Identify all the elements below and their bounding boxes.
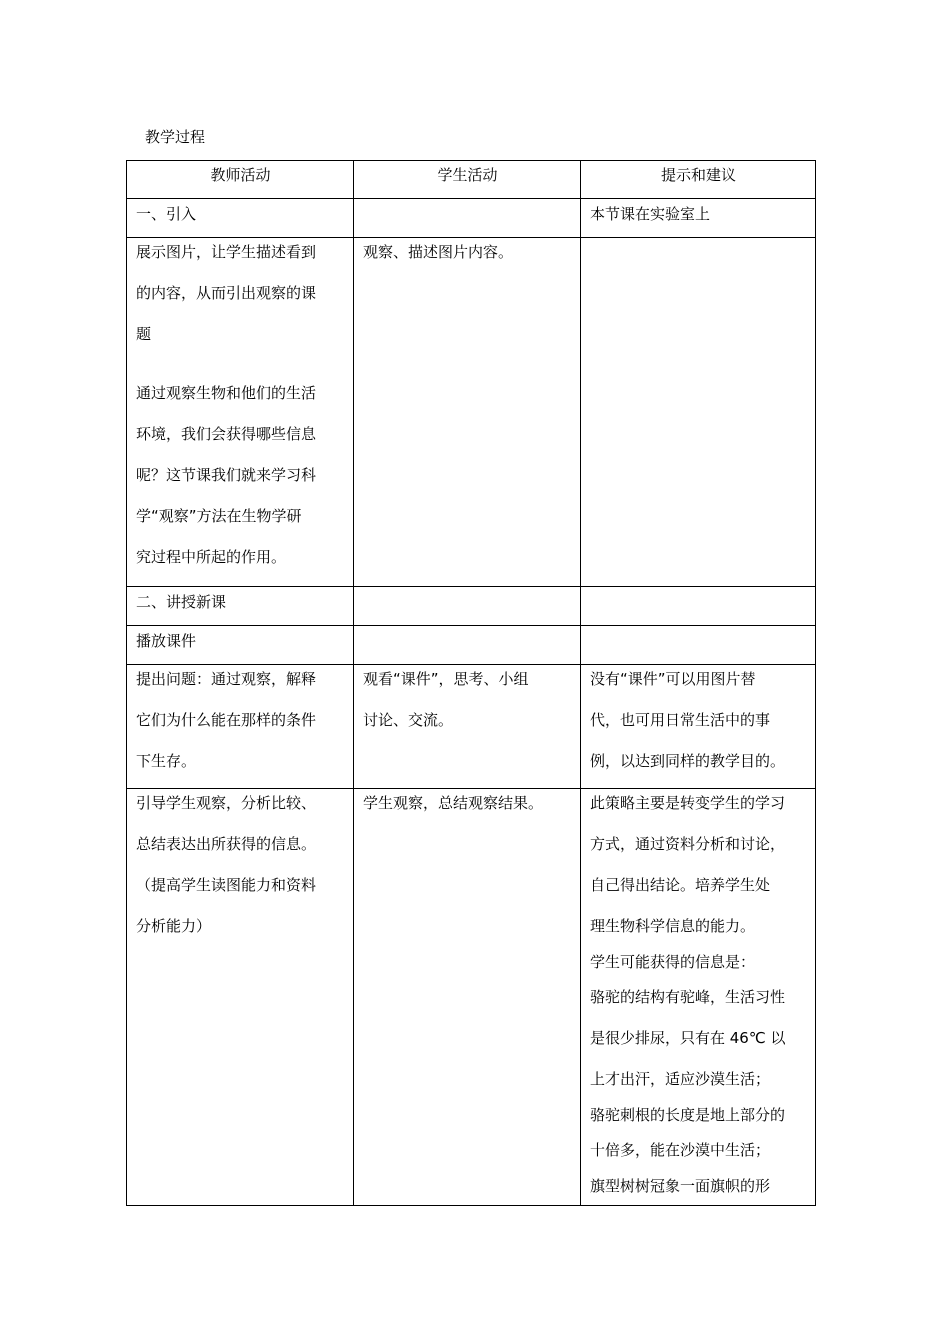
cell-line: 学“观察”方法在生物学研 <box>136 507 302 525</box>
cell-line: 是很少排尿，只有在 46℃ 以 <box>590 1029 786 1047</box>
cell-line: 自己得出结论。培养学生处 <box>590 876 771 894</box>
cell-line: 分析能力） <box>136 917 212 935</box>
cell-line: 的内容，从而引出观察的课 <box>136 284 317 302</box>
cell-line: 下生存。 <box>136 752 197 770</box>
cell-line: 理生物科学信息的能力。 <box>590 917 756 935</box>
cell-line: 通过观察生物和他们的生活 <box>136 384 317 402</box>
cell-line: 例，以达到同样的教学目的。 <box>590 752 786 770</box>
cell-line: 方式，通过资料分析和讨论， <box>590 835 786 853</box>
teacher-cell <box>127 587 354 626</box>
cell-gap <box>136 355 345 373</box>
teacher-cell <box>127 789 354 1206</box>
cell-line: 学生可能获得的信息是： <box>590 953 756 971</box>
cell-line: 观看“课件”，思考、小组 <box>363 670 529 688</box>
cell-line: 展示图片，让学生描述看到 <box>136 243 317 261</box>
lesson-process-table <box>126 160 816 1206</box>
table-row <box>127 238 816 587</box>
section-heading: 教学过程 <box>145 128 206 146</box>
cell-line: 此策略主要是转变学生的学习 <box>590 794 786 812</box>
cell-line: 上才出汗，适应沙漠生活； <box>590 1070 771 1088</box>
table-row <box>127 789 816 1206</box>
cell-line: 总结表达出所获得的信息。 <box>136 835 317 853</box>
cell-line: 没有“课件”可以用图片替 <box>590 670 756 688</box>
cell-line: 环境，我们会获得哪些信息 <box>136 425 317 443</box>
cell-line: 提出问题：通过观察，解释 <box>136 670 317 688</box>
cell-line: 骆驼刺根的长度是地上部分的 <box>590 1106 786 1124</box>
cell-line: 观察、描述图片内容。 <box>363 243 514 261</box>
cell-line: 播放课件 <box>136 632 197 650</box>
header-teacher-activity: 教师活动 <box>127 161 354 199</box>
header-student-activity: 学生活动 <box>354 161 581 199</box>
cell-line: 究过程中所起的作用。 <box>136 548 287 566</box>
hint-cell <box>581 238 816 587</box>
teacher-cell <box>127 238 354 587</box>
student-cell <box>354 665 581 789</box>
cell-line: 题 <box>136 325 152 343</box>
cell-line: 代，也可用日常生活中的事 <box>590 711 771 729</box>
cell-line: 二、讲授新课 <box>136 593 227 611</box>
cell-line: 十倍多，能在沙漠中生活； <box>590 1141 771 1159</box>
cell-line: 骆驼的结构有驼峰，生活习性 <box>590 988 786 1006</box>
hint-cell <box>581 587 816 626</box>
cell-line: （提高学生读图能力和资料 <box>136 876 317 894</box>
table-row <box>127 587 816 626</box>
student-cell <box>354 238 581 587</box>
hint-cell <box>581 665 816 789</box>
cell-line: 学生观察，总结观察结果。 <box>363 794 544 812</box>
hint-cell <box>581 199 816 238</box>
cell-line: 本节课在实验室上 <box>590 205 711 223</box>
cell-line: 呢？这节课我们就来学习科 <box>136 466 317 484</box>
student-cell <box>354 587 581 626</box>
cell-line: 引导学生观察，分析比较、 <box>136 794 317 812</box>
header-hints-suggestions: 提示和建议 <box>581 161 816 199</box>
cell-line: 它们为什么能在那样的条件 <box>136 711 317 729</box>
cell-line: 一、引入 <box>136 205 197 223</box>
table-row <box>127 665 816 789</box>
hint-cell <box>581 789 816 1206</box>
teacher-cell <box>127 665 354 789</box>
cell-line: 旗型树树冠象一面旗帜的形 <box>590 1177 771 1195</box>
student-cell <box>354 789 581 1206</box>
table-header-row <box>127 161 816 199</box>
cell-line: 讨论、交流。 <box>363 711 454 729</box>
